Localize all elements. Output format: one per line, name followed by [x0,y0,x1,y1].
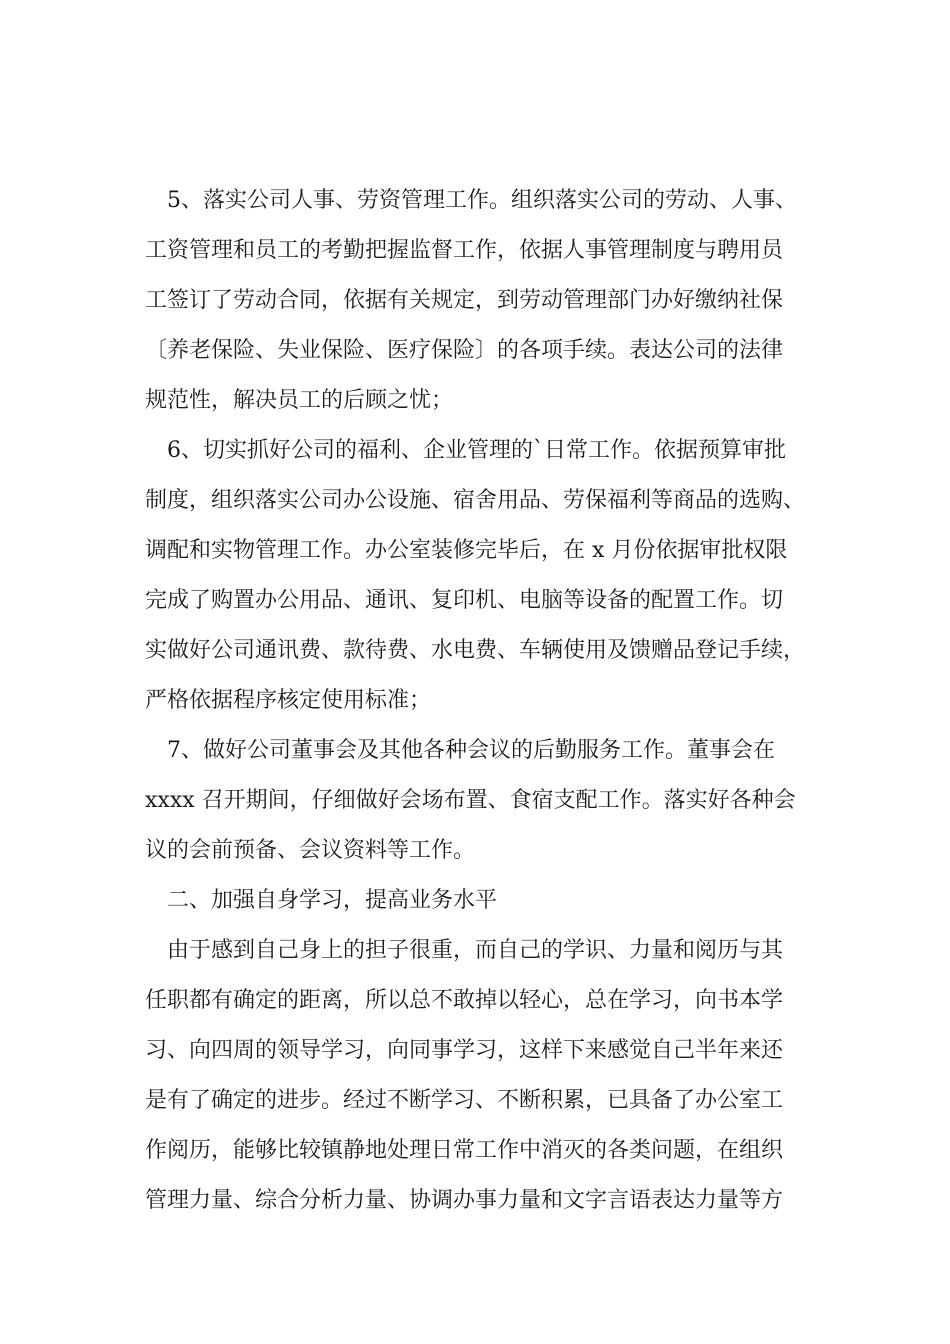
text-line: 规范性，解决员工的后顾之忧； [145,388,454,413]
text-line: 5、落实公司人事、劳资管理工作。组织落实公司的劳动、人事、 [167,188,797,213]
text-line: 7、做好公司董事会及其他各种会议的后勤服务工作。董事会在 [167,738,775,763]
text-line: 完成了购置办公用品、通讯、复印机、电脑等设备的配置工作。切 [145,588,784,613]
text-line: 议的会前预备、会议资料等工作。 [145,838,476,863]
text-line: 习、向四周的领导学习，向同事学习，这样下来感觉自己半年来还 [145,1038,784,1063]
text-line: 任职都有确定的距离，所以总不敢掉以轻心，总在学习，向书本学 [145,988,784,1013]
text-line: 作阅历，能够比较镇静地处理日常工作中消灭的各类问题，在组织 [145,1138,784,1163]
text-line: xxxx 召开期间，仔细做好会场布置、食宿支配工作。落实好各种会 [145,788,796,813]
text-line: 工签订了劳动合同，依据有关规定，到劳动管理部门办好缴纳社保 [145,288,784,313]
text-line: 工资管理和员工的考勤把握监督工作，依据人事管理制度与聘用员 [145,238,784,263]
text-line: 管理力量、综合分析力量、协调办事力量和文字言语表达力量等方 [145,1188,784,1213]
text-line: 二、加强自身学习，提高业务水平 [167,888,498,913]
text-line: 由于感到自己身上的担子很重，而自己的学识、力量和阅历与其 [167,938,784,963]
text-line: 严格依据程序核定使用标准； [145,688,432,713]
text-line: 是有了确定的进步。经过不断学习、不断积累，已具备了办公室工 [145,1088,784,1113]
text-line: 6、切实抓好公司的福利、企业管理的`日常工作。依据预算审批 [167,438,786,463]
text-line: 实做好公司通讯费、款待费、水电费、车辆使用及馈赠品登记手续， [145,638,806,663]
body-text [145,176,835,1226]
text-line: 制度，组织落实公司办公设施、宿舍用品、劳保福利等商品的选购、 [145,488,806,513]
text-line: 调配和实物管理工作。办公室装修完毕后，在 x 月份依据审批权限 [145,538,788,563]
text-line: 〔养老保险、失业保险、医疗保险〕的各项手续。表达公司的法律 [145,338,784,363]
